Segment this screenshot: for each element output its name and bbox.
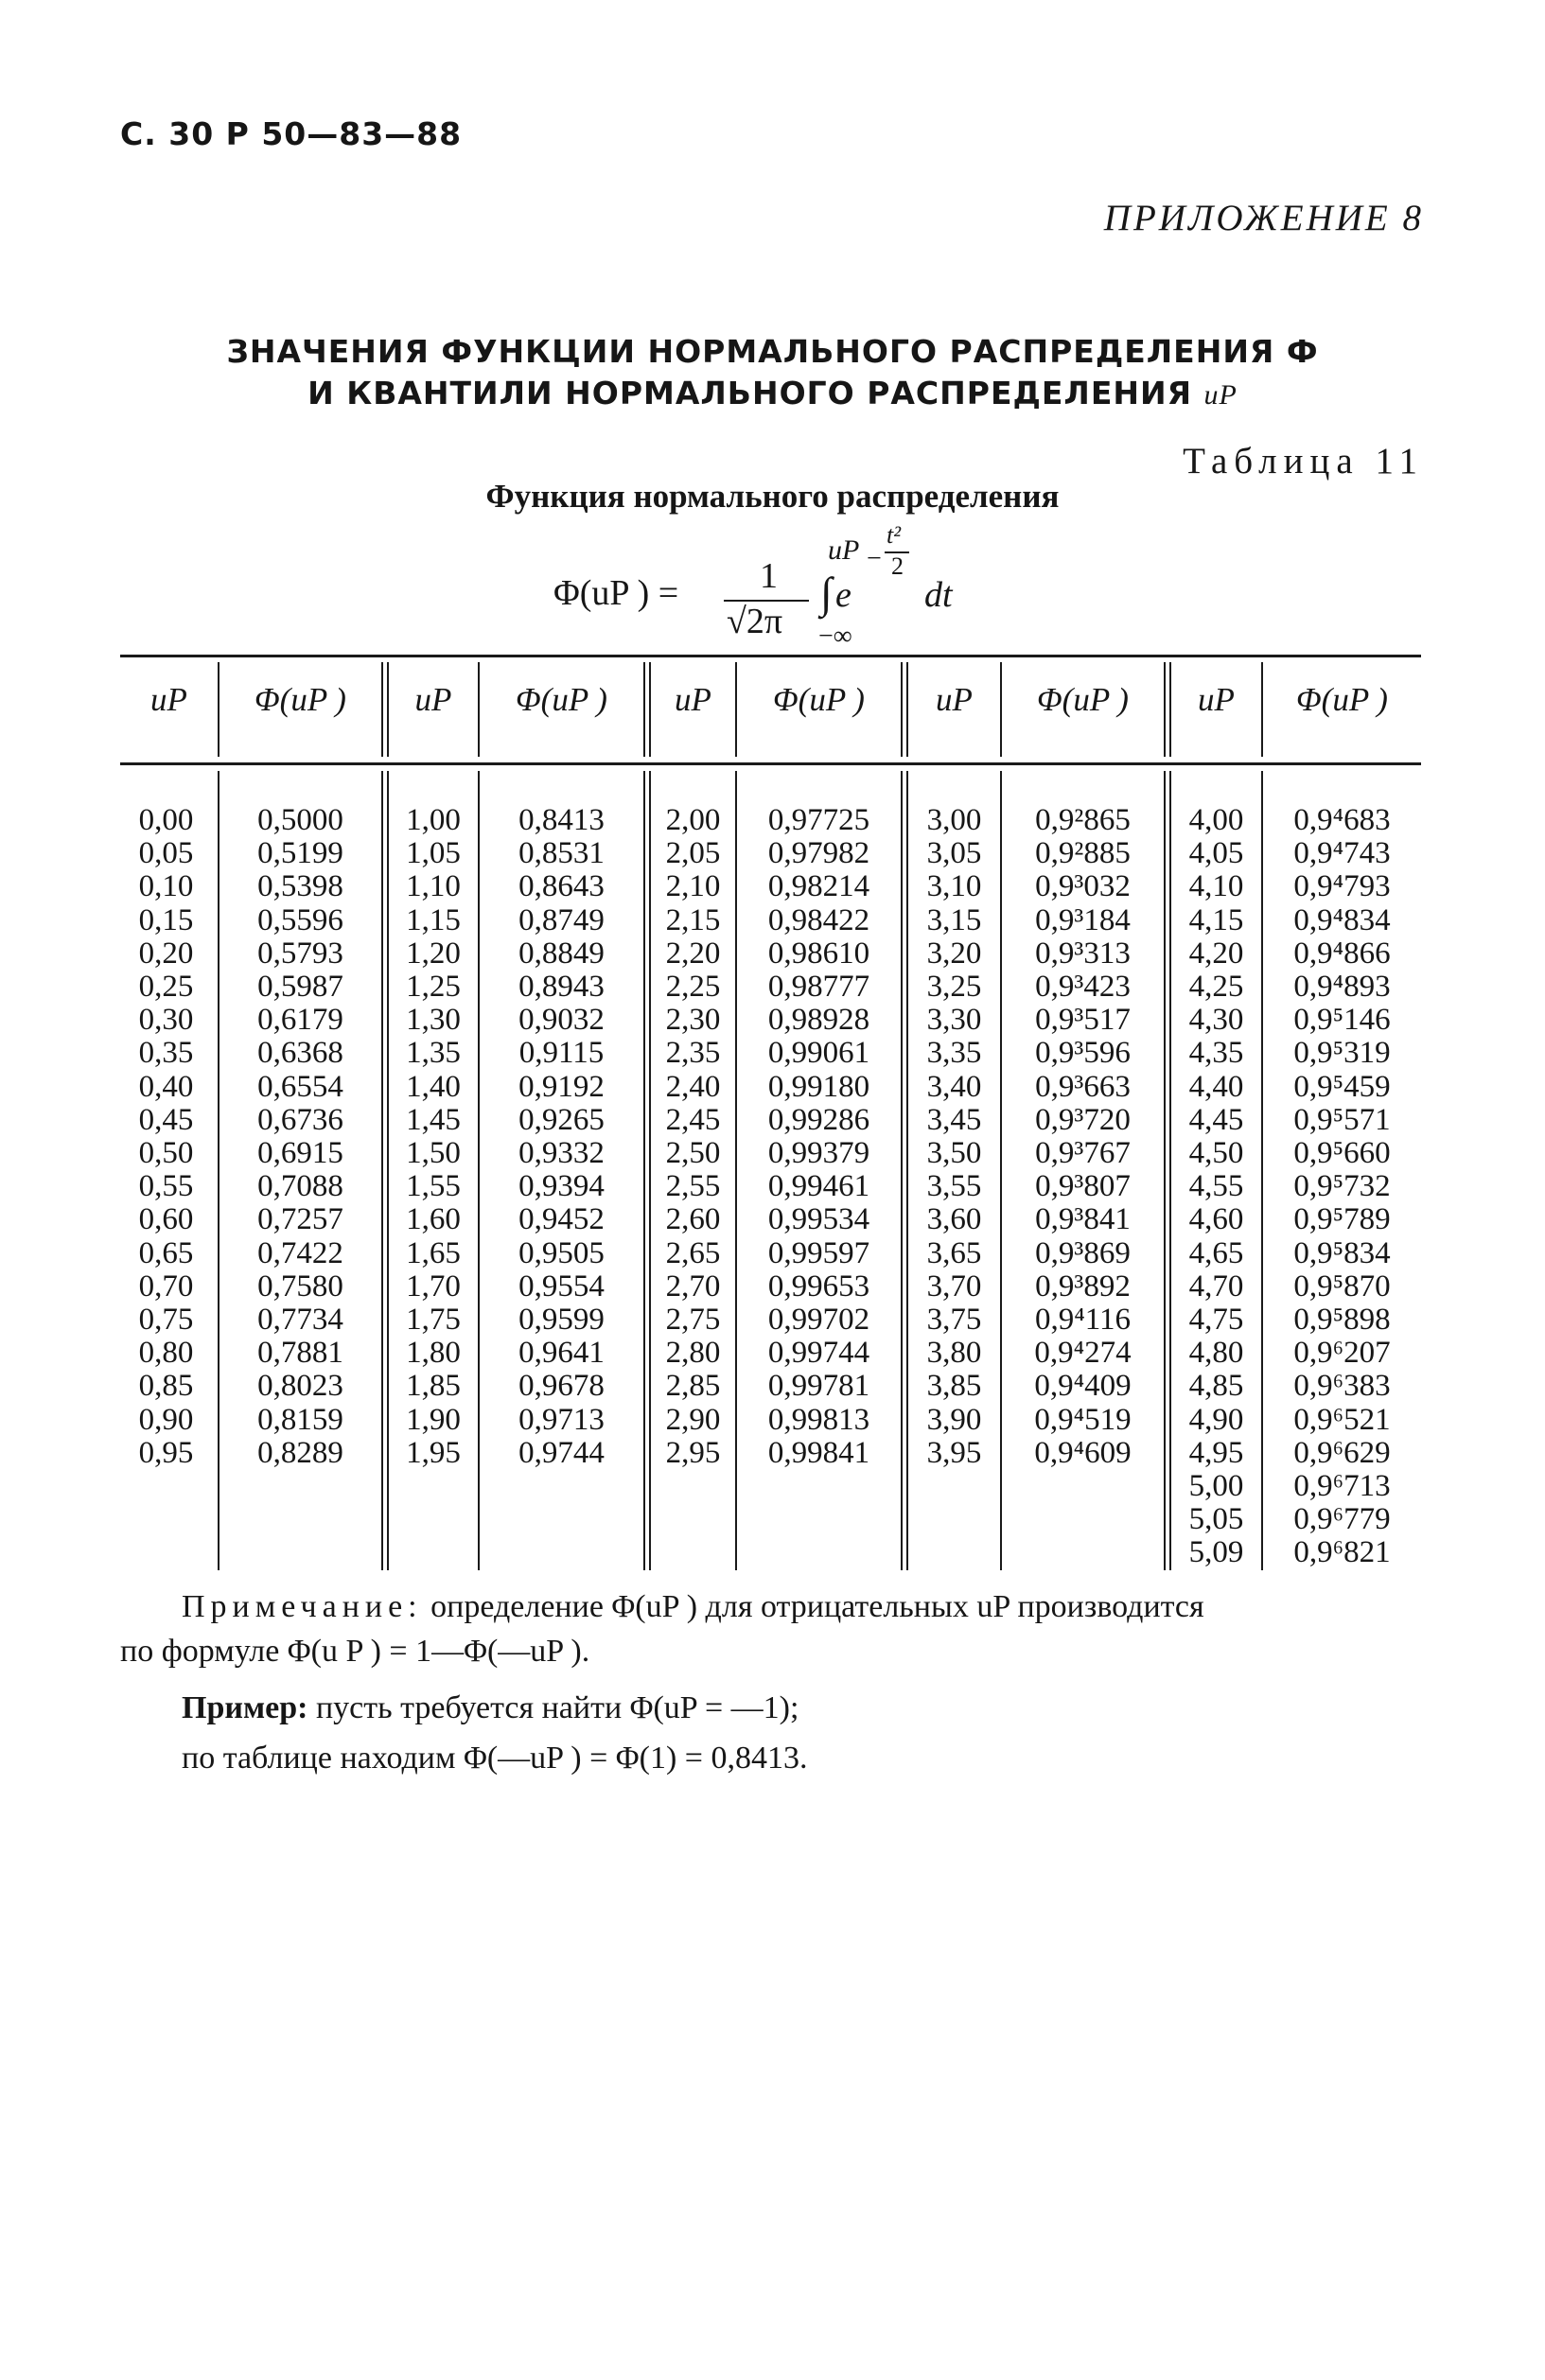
appendix-label: ПРИЛОЖЕНИЕ 8 [1103,198,1424,238]
example-label: Пример: [182,1690,308,1725]
document-title-line-2 [0,375,1545,411]
table-column-u: 3,00 3,05 3,10 3,15 3,20 3,25 3,30 3,35 3,40 3,45 3,50 3,55 3,60 3,65 3,70 3,75 3,80 3,85 3,90 3,95 [926,803,982,1470]
formula-exp-sign: − [867,544,882,573]
formula-exp-num: t² [887,521,902,549]
column-separator [901,662,903,757]
formula-exp-den: 2 [891,552,904,580]
formula-coef-den: √2π [727,602,783,641]
column-header: Φ(uP ) [1037,681,1129,718]
table-column-u: 1,00 1,05 1,10 1,15 1,20 1,25 1,30 1,35 1,40 1,45 1,50 1,55 1,60 1,65 1,70 1,75 1,80 1,85 1,90 1,95 [406,803,461,1470]
table-column-phi: 0,9⁴683 0,9⁴743 0,9⁴793 0,9⁴834 0,9⁴866 0,9⁴893 0,9⁵146 0,9⁵319 0,9⁵459 0,9⁵571 0,9⁵660 0,9⁵732 0,9⁵789 0,9⁵834 0,9⁵870 0,9⁵898 0,9⁶207 0,9⁶383 0,9⁶521 0,9⁶629 0,9⁶713 0,9⁶779 0,9⁶821 [1293,803,1391,1570]
note-label: Примечание: [182,1589,423,1624]
column-separator [643,771,645,1570]
column-header: Φ(uP ) [255,681,346,718]
table-column-u: 0,00 0,05 0,10 0,15 0,20 0,25 0,30 0,35 0,40 0,45 0,50 0,55 0,60 0,65 0,70 0,75 0,80 0,85 0,90 0,95 [138,803,194,1470]
column-header: uP [675,681,711,718]
table-header-rule [120,762,1421,765]
table-column-phi: 0,5000 0,5199 0,5398 0,5596 0,5793 0,5987 0,6179 0,6368 0,6554 0,6736 0,6915 0,7088 0,7257 0,7422 0,7580 0,7734 0,7881 0,8023 0,8159 0,8289 [257,803,343,1470]
column-separator [643,662,645,757]
function-title: Функция нормального распределения [485,478,1060,515]
column-header: Φ(uP ) [1296,681,1388,718]
column-separator [1164,771,1166,1570]
page-header: С. 30 Р 50—83—88 [120,115,463,152]
formula-base: e [835,575,852,615]
table-column-u: 4,00 4,05 4,10 4,15 4,20 4,25 4,30 4,35 4,40 4,45 4,50 4,55 4,60 4,65 4,70 4,75 4,80 4,85 4,90 4,95 5,00 5,05 5,09 [1188,803,1244,1570]
example-text-1: пусть требуется найти Φ(uP = —1); [315,1690,799,1725]
table-column-phi: 0,97725 0,97982 0,98214 0,98422 0,98610 0,98777 0,98928 0,99061 0,99180 0,99286 0,99379 0,99461 0,99534 0,99597 0,99653 0,99702 0,99744 0,99781 0,99813 0,99841 [767,803,870,1470]
column-header: Φ(uP ) [773,681,865,718]
title-line-2-text: И КВАНТИЛИ НОРМАЛЬНОГО РАСПРЕДЕЛЕНИЯ [307,375,1193,411]
note-text-1: определение Φ(uP ) для отрицательных uP производится [430,1589,1204,1624]
column-separator [901,771,903,1570]
column-separator [381,771,383,1570]
formula-lower-limit: −∞ [818,621,852,651]
formula-lhs: Φ(uP ) = [553,573,679,613]
column-header: uP [414,681,452,718]
example-line-1 [182,1690,799,1726]
table-top-rule [120,655,1421,657]
integral-icon: ∫ [820,569,833,617]
column-header: uP [1198,681,1235,718]
table-column-phi: 0,8413 0,8531 0,8643 0,8749 0,8849 0,8943 0,9032 0,9115 0,9192 0,9265 0,9332 0,9394 0,9452 0,9505 0,9554 0,9599 0,9641 0,9678 0,9713 0,9744 [518,803,605,1470]
document-title-line-1: ЗНАЧЕНИЯ ФУНКЦИИ НОРМАЛЬНОГО РАСПРЕДЕЛЕНИЯ Ф [226,333,1319,370]
column-header: uP [936,681,973,718]
note-text-2: по формуле Φ(u P ) = 1—Φ(—uP ). [120,1634,590,1669]
table-column-phi: 0,9²865 0,9²885 0,9³032 0,9³184 0,9³313 0,9³423 0,9³517 0,9³596 0,9³663 0,9³720 0,9³767 0,9³807 0,9³841 0,9³869 0,9³892 0,9⁴116 0,9⁴274 0,9⁴409 0,9⁴519 0,9⁴609 [1034,803,1132,1470]
column-separator [1164,662,1166,757]
note-line-1 [182,1589,1204,1625]
formula-upper-limit: uP [828,534,860,566]
formula-coef-num: 1 [760,556,778,596]
title-line-2-symbol: uP [1203,379,1238,411]
table-label: Таблица 11 [1183,441,1424,481]
column-header: Φ(uP ) [516,681,607,718]
column-separator [381,662,383,757]
example-text-2: по таблице находим Φ(—uP ) = Φ(1) = 0,8413. [182,1741,808,1776]
column-header: uP [150,681,187,718]
formula-dt: dt [924,575,953,615]
table-column-u: 2,00 2,05 2,10 2,15 2,20 2,25 2,30 2,35 2,40 2,45 2,50 2,55 2,60 2,65 2,70 2,75 2,80 2,85 2,90 2,95 [665,803,721,1470]
